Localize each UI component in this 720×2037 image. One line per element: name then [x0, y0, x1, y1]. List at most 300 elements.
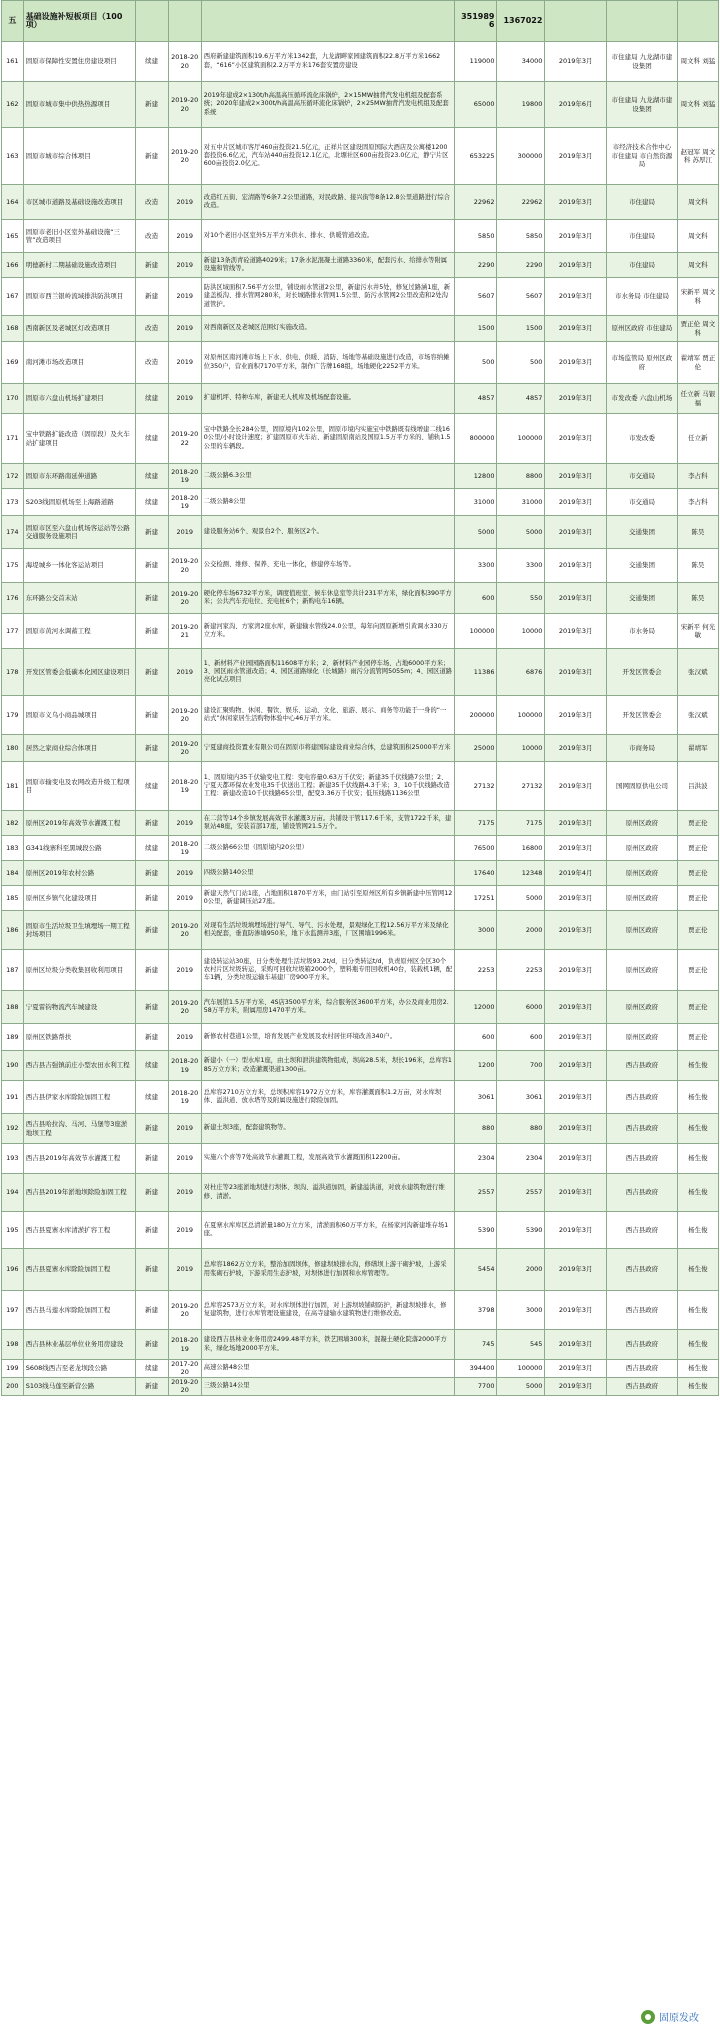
- construction-period: 2019: [168, 649, 201, 696]
- annual-investment: 7175: [497, 811, 545, 836]
- start-date: 2019年3月: [545, 253, 607, 278]
- responsible-unit: 市住建局 九龙湖市建设集团: [607, 82, 678, 128]
- total-investment: 4857: [455, 384, 497, 414]
- annual-investment: 100000: [497, 414, 545, 464]
- responsible-unit: 市水务局 市住建局: [607, 278, 678, 316]
- start-date: 2019年3月: [545, 696, 607, 735]
- annual-investment: 10000: [497, 614, 545, 649]
- row-number: 168: [2, 316, 24, 342]
- row-number: 176: [2, 583, 24, 614]
- responsible-person: 杨生俊: [677, 1291, 718, 1330]
- project-name: 市区城市道路及基础设施改造项目: [23, 185, 135, 220]
- start-date: 2019年3月: [545, 911, 607, 950]
- start-date: 2019年3月: [545, 342, 607, 384]
- start-date: 2019年3月: [545, 583, 607, 614]
- construction-period: 2019: [168, 1024, 201, 1051]
- project-description: 汽车展馆1.5万平方米、4S店3500平方米，综合服务区3600平方米，办公及商业用房2.58万平方米，附属用房1470平方米。: [201, 991, 454, 1024]
- construction-type: 续建: [135, 1081, 168, 1114]
- project-name: 西吉县林业基层单位业务用房建设: [23, 1330, 135, 1360]
- row-number: 200: [2, 1377, 24, 1395]
- responsible-person: 陈昊: [677, 583, 718, 614]
- project-name: 西吉县夏寨水库除险加固工程: [23, 1249, 135, 1291]
- row-number: 198: [2, 1330, 24, 1360]
- project-name: 海堤城乡一体化客运站项目: [23, 549, 135, 583]
- responsible-person: 李占科: [677, 489, 718, 516]
- construction-type: 续建: [135, 414, 168, 464]
- annual-investment: 2000: [497, 911, 545, 950]
- responsible-unit: 西吉县政府: [607, 1360, 678, 1378]
- construction-type: 新建: [135, 614, 168, 649]
- annual-investment: 100000: [497, 1360, 545, 1378]
- row-number: 189: [2, 1024, 24, 1051]
- responsible-unit: 市住建局: [607, 220, 678, 253]
- row-number: 173: [2, 489, 24, 516]
- row-number: 179: [2, 696, 24, 735]
- annual-investment: 3061: [497, 1081, 545, 1114]
- row-number: 194: [2, 1174, 24, 1212]
- responsible-unit: 市水务局: [607, 614, 678, 649]
- project-description: 对原州区南河滩市场上下水、供电、供暖、消防、场地等基础设施进行改造，市场容纳摊位350户，营业面积7170平方米，制作广告牌168组，场地硬化2252平方米。: [201, 342, 454, 384]
- row-number: 195: [2, 1212, 24, 1249]
- table-row: [2, 1114, 719, 1144]
- table-row: [2, 1291, 719, 1330]
- construction-type: 新建: [135, 82, 168, 128]
- row-number: 181: [2, 762, 24, 811]
- row-number: 183: [2, 836, 24, 861]
- responsible-unit: 西吉县政府: [607, 1291, 678, 1330]
- total-investment: 119000: [455, 42, 497, 82]
- project-name: 原州区垃圾分类收集回收利用项目: [23, 950, 135, 991]
- construction-type: 新建: [135, 549, 168, 583]
- responsible-person: 任立新: [677, 414, 718, 464]
- construction-type: 续建: [135, 1360, 168, 1378]
- annual-investment: 16800: [497, 836, 545, 861]
- construction-type: 新建: [135, 1212, 168, 1249]
- row-number: 190: [2, 1051, 24, 1081]
- project-name: 原州区乡镇气化建设项目: [23, 886, 135, 911]
- row-number: 197: [2, 1291, 24, 1330]
- start-date: 2019年3月: [545, 384, 607, 414]
- total-investment: 1500: [455, 316, 497, 342]
- start-date: 2019年3月: [545, 836, 607, 861]
- row-number: 166: [2, 253, 24, 278]
- row-number: 171: [2, 414, 24, 464]
- construction-period: 2019: [168, 384, 201, 414]
- project-name: 宝中铁路扩能改造（固原段）及火车站扩建项目: [23, 414, 135, 464]
- table-row: [2, 185, 719, 220]
- annual-investment: 545: [497, 1330, 545, 1360]
- project-name: S203线固原机场至上海路道路: [23, 489, 135, 516]
- responsible-unit: 国网固原供电公司: [607, 762, 678, 811]
- annual-investment: 880: [497, 1114, 545, 1144]
- responsible-unit: 交通集团: [607, 549, 678, 583]
- start-date: 2019年3月: [545, 1377, 607, 1395]
- total-investment: 2290: [455, 253, 497, 278]
- table-row: [2, 583, 719, 614]
- responsible-unit: 市住建局 九龙湖市建设集团: [607, 42, 678, 82]
- project-description: 西府新建建筑面积19.6万平方米1342套，九龙湖畔家园建筑面积22.8万平方米1662套，“616”小区建筑面积2.2万平方米176套安置房建设: [201, 42, 454, 82]
- annual-investment: 100000: [497, 696, 545, 735]
- construction-period: 2019-2022: [168, 414, 201, 464]
- start-date: 2019年3月: [545, 42, 607, 82]
- project-description: 扩建机坪、特种车库，新建无人机库及机场配套设施。: [201, 384, 454, 414]
- construction-period: 2019-2020: [168, 696, 201, 735]
- construction-period: 2019: [168, 950, 201, 991]
- project-description: 新建13条沥青砼道路4029米；17条水泥混凝土道路3360米，配套污水、给排水等附属设施和管线等。: [201, 253, 454, 278]
- construction-type: 新建: [135, 516, 168, 549]
- total-investment: 500: [455, 342, 497, 384]
- table-row: [2, 82, 719, 128]
- responsible-person: 赵冠军 周文科 苏厚江: [677, 128, 718, 185]
- project-description: 防洪区域面积7.56平方公里，铺设雨水管道2公里，新建污水井5处，修复过路涵1座，新建盖板沟、排水管网280米，对长城路排水管网1.5公里、防污水管网2公里改造和2处沟道管护。: [201, 278, 454, 316]
- annual-investment: 12348: [497, 861, 545, 886]
- construction-type: 改造: [135, 185, 168, 220]
- construction-period: 2018-2019: [168, 1081, 201, 1114]
- responsible-unit: 原州区政府: [607, 886, 678, 911]
- construction-period: 2019: [168, 316, 201, 342]
- responsible-unit: 市发改委: [607, 414, 678, 464]
- total-investment: 745: [455, 1330, 497, 1360]
- construction-period: 2017-2020: [168, 1360, 201, 1378]
- start-date: 2019年3月: [545, 886, 607, 911]
- annual-investment: 550: [497, 583, 545, 614]
- project-name: 固原市区至六盘山机场客运站等公路交通服务设施项目: [23, 516, 135, 549]
- construction-type: 新建: [135, 1114, 168, 1144]
- annual-investment: 2000: [497, 1249, 545, 1291]
- row-number: 193: [2, 1144, 24, 1174]
- construction-period: 2019: [168, 886, 201, 911]
- responsible-unit: 西吉县政府: [607, 1212, 678, 1249]
- project-name: 西吉县伊家水库除险加固工程: [23, 1081, 135, 1114]
- construction-period: 2019: [168, 1174, 201, 1212]
- start-date: 2019年3月: [545, 128, 607, 185]
- responsible-person: 贾正伦: [677, 911, 718, 950]
- total-investment: 2304: [455, 1144, 497, 1174]
- responsible-unit: 西吉县政府: [607, 1051, 678, 1081]
- responsible-person: 杨生俊: [677, 1377, 718, 1395]
- construction-period: 2019: [168, 1249, 201, 1291]
- construction-period: 2019: [168, 1114, 201, 1144]
- table-row: [2, 253, 719, 278]
- row-number: 172: [2, 464, 24, 489]
- total-investment: 200000: [455, 696, 497, 735]
- project-name: 固原市义乌小商品城项目: [23, 696, 135, 735]
- responsible-unit: 市交通局: [607, 464, 678, 489]
- total-investment: 27132: [455, 762, 497, 811]
- table-row: [2, 1144, 719, 1174]
- project-name: 西吉县2019年淤地坝除险加固工程: [23, 1174, 135, 1212]
- annual-investment: 5850: [497, 220, 545, 253]
- construction-period: 2018-2019: [168, 836, 201, 861]
- row-number: 170: [2, 384, 24, 414]
- start-date: 2019年3月: [545, 516, 607, 549]
- responsible-unit: 原州区政府: [607, 950, 678, 991]
- responsible-unit: 交通集团: [607, 516, 678, 549]
- responsible-unit: 市经济技术合作中心 市住建局 市自然资源局: [607, 128, 678, 185]
- project-description: 1、固原境内35千伏输变电工程：变电容量0.63万千伏安；新建35千伏线路7公里；2、宁夏天都环保农业发电35千伏送出工程；新建35千伏线路4.3千米；3、10千伏线路改造工程：新建改造10千伏线路65公里，配变3.36万千伏安；低压线路1136公里: [201, 762, 454, 811]
- project-description: 宝中铁路全长284公里，固原境内102公里，固原市境内实施宝中铁路既有线增建二线160公里/小时设计速度；扩建固原市火车站、新建固原南站及国原1.5万平方米的、铺轨1.5公里的车辆段。: [201, 414, 454, 464]
- row-number: 187: [2, 950, 24, 991]
- row-number: 188: [2, 991, 24, 1024]
- construction-period: 2019-2020: [168, 1377, 201, 1395]
- total-investment: 1200: [455, 1051, 497, 1081]
- responsible-person: 翟靖军: [677, 735, 718, 762]
- start-date: 2019年3月: [545, 414, 607, 464]
- project-name: 西吉县马莲水库除险加固工程: [23, 1291, 135, 1330]
- project-name: 固原市输变电及农网改造升级工程项目: [23, 762, 135, 811]
- table-row: [2, 886, 719, 911]
- project-description: 对10个老旧小区室外5万平方米供水、排水、供暖管道改造。: [201, 220, 454, 253]
- construction-period: 2019-2020: [168, 735, 201, 762]
- project-name: 原州区铁路帮扶: [23, 1024, 135, 1051]
- total-investment: 3300: [455, 549, 497, 583]
- construction-type: 新建: [135, 1249, 168, 1291]
- construction-type: 新建: [135, 1291, 168, 1330]
- project-description: 改造红五街、宏清路等6条7.2公里道路，对民政路、接兴街等8条12.8公里道路进行综合改造。: [201, 185, 454, 220]
- construction-type: 新建: [135, 886, 168, 911]
- annual-investment: 300000: [497, 128, 545, 185]
- responsible-person: 杨生俊: [677, 1360, 718, 1378]
- responsible-person: 贾正伦: [677, 950, 718, 991]
- responsible-person: 杨生俊: [677, 1144, 718, 1174]
- project-description: 在二营等14个乡镇发展高效节水灌溉3万亩。共铺设干管117.6千米，支管1722千米，建泵站48座，安装首部17座，铺设管网21.5万个。: [201, 811, 454, 836]
- table-row: [2, 861, 719, 886]
- project-description: 硬化停车场6732平方米，调度值班室、候车休息室等共计231平方米，绿化面积390平方米；公共汽车充电位、充电桩6个；新购电车16辆。: [201, 583, 454, 614]
- annual-investment: 5000: [497, 886, 545, 911]
- annual-investment: 31000: [497, 489, 545, 516]
- wechat-logo-icon: [641, 2010, 655, 2024]
- annual-investment: 5390: [497, 1212, 545, 1249]
- construction-type: 新建: [135, 861, 168, 886]
- responsible-person: 贾正伦: [677, 811, 718, 836]
- total-investment: 800000: [455, 414, 497, 464]
- row-number: 177: [2, 614, 24, 649]
- start-date: 2019年3月: [545, 991, 607, 1024]
- project-description: 建设西吉县林业业务用房2499.48平方米，铁艺围墙300米，混凝土硬化院落2000平方米，绿化场地2000平方米。: [201, 1330, 454, 1360]
- construction-period: 2019: [168, 253, 201, 278]
- annual-investment: 500: [497, 342, 545, 384]
- table-row: [2, 811, 719, 836]
- total-investment: 3000: [455, 911, 497, 950]
- table-row: [2, 950, 719, 991]
- row-number: 199: [2, 1360, 24, 1378]
- annual-investment: 6876: [497, 649, 545, 696]
- project-description: 建设服务站6个、观景台2个、服务区2个。: [201, 516, 454, 549]
- total-investment: 100000: [455, 614, 497, 649]
- row-number: 163: [2, 128, 24, 185]
- total-investment: 2557: [455, 1174, 497, 1212]
- start-date: 2019年3月: [545, 1212, 607, 1249]
- responsible-unit: 市发改委 六盘山机场: [607, 384, 678, 414]
- construction-period: 2019-2020: [168, 82, 201, 128]
- responsible-person: 杨生俊: [677, 1051, 718, 1081]
- total-investment: 17251: [455, 886, 497, 911]
- project-name: 固原市城市集中供热热源项目: [23, 82, 135, 128]
- responsible-person: 贾正伦 周文科: [677, 316, 718, 342]
- total-investment: 5390: [455, 1212, 497, 1249]
- responsible-unit: 市商务局: [607, 735, 678, 762]
- construction-period: 2019: [168, 278, 201, 316]
- total-investment: 17640: [455, 861, 497, 886]
- table-row: [2, 549, 719, 583]
- row-number: 164: [2, 185, 24, 220]
- project-name: 西吉县吉强镇前庄小型农田水利工程: [23, 1051, 135, 1081]
- responsible-person: 杨生俊: [677, 1330, 718, 1360]
- project-description: 总库容1862万立方米，整治加固坝体，修建坝坡排水沟，修缮坝上游干砌护坡，上游采用浆砌石护坡，下游采用生态护坡，对坝体进行加固和水库管理等。: [201, 1249, 454, 1291]
- construction-period: 2019-2020: [168, 911, 201, 950]
- start-date: 2019年3月: [545, 762, 607, 811]
- project-description: 三级公路14公里: [201, 1377, 454, 1395]
- row-number: 191: [2, 1081, 24, 1114]
- table-row: [2, 1051, 719, 1081]
- total-investment: 5850: [455, 220, 497, 253]
- table-row: [2, 614, 719, 649]
- construction-type: 续建: [135, 1051, 168, 1081]
- project-name: 固原市老旧小区室外基础设施“三管”改造项目: [23, 220, 135, 253]
- table-row: [2, 489, 719, 516]
- responsible-person: 翟靖军 贾正伦: [677, 342, 718, 384]
- construction-period: 2019: [168, 342, 201, 384]
- construction-type: 新建: [135, 649, 168, 696]
- responsible-person: 周文科 刘猛: [677, 82, 718, 128]
- construction-period: 2018-2019: [168, 464, 201, 489]
- construction-type: 新建: [135, 811, 168, 836]
- row-number: 182: [2, 811, 24, 836]
- project-description: 在夏寨水库库区总清淤量180万立方米，清淤面积60万平方米，在杨家河沟新建堆存场1座。: [201, 1212, 454, 1249]
- project-name: 固原市生活垃圾卫生填埋场一期工程封场项目: [23, 911, 135, 950]
- construction-type: 新建: [135, 583, 168, 614]
- responsible-person: 周文科: [677, 185, 718, 220]
- construction-period: 2019-2020: [168, 991, 201, 1024]
- construction-period: 2019: [168, 1212, 201, 1249]
- total-investment: 5454: [455, 1249, 497, 1291]
- project-description: 四级公路140公里: [201, 861, 454, 886]
- project-name: 固原市东环路南延伸道路: [23, 464, 135, 489]
- responsible-unit: 交通集团: [607, 583, 678, 614]
- construction-type: 续建: [135, 762, 168, 811]
- table-row: [2, 278, 719, 316]
- construction-period: 2019: [168, 811, 201, 836]
- project-description: 对西南新区及老城区范围灯实施改造。: [201, 316, 454, 342]
- responsible-unit: 西吉县政府: [607, 1144, 678, 1174]
- start-date: 2019年3月: [545, 1360, 607, 1378]
- responsible-person: 贾正伦: [677, 836, 718, 861]
- project-description: 对杜庄等23座淤地坝进行坝体、坝沟、溢洪道加固，新建溢洪道，对放水建筑物进行维修、清淤。: [201, 1174, 454, 1212]
- construction-period: 2018-2020: [168, 42, 201, 82]
- project-name: 固原市黄河水调蓄工程: [23, 614, 135, 649]
- section-title: 基础设施补短板项目（100项）: [23, 1, 135, 42]
- project-name: 西南新区及老城区灯改造项目: [23, 316, 135, 342]
- responsible-unit: 开发区管委会: [607, 649, 678, 696]
- table-row: [2, 1360, 719, 1378]
- start-date: 2019年3月: [545, 1024, 607, 1051]
- responsible-person: 杨生俊: [677, 1081, 718, 1114]
- table-row: [2, 649, 719, 696]
- row-number: 174: [2, 516, 24, 549]
- total-investment: 394400: [455, 1360, 497, 1378]
- project-description: 二级公路66公里（固原境内20公里）: [201, 836, 454, 861]
- construction-period: 2019: [168, 185, 201, 220]
- annual-investment: 34000: [497, 42, 545, 82]
- table-row: [2, 384, 719, 414]
- watermark: [638, 2008, 702, 2025]
- total-investment: 600: [455, 1024, 497, 1051]
- total-investment: 65000: [455, 82, 497, 128]
- annual-investment: 3300: [497, 549, 545, 583]
- table-row: [2, 1081, 719, 1114]
- total-investment: 3061: [455, 1081, 497, 1114]
- annual-investment: 19800: [497, 82, 545, 128]
- table-row: [2, 220, 719, 253]
- annual-investment: 2557: [497, 1174, 545, 1212]
- project-name: 固原市保障性安置住房建设项目: [23, 42, 135, 82]
- project-description: 总库容2710万立方米，总坝积库容1972万立方米，库容灌溉面积1.2万亩，对水库坝体、溢洪道、放水塔等及附属设施进行除险加固。: [201, 1081, 454, 1114]
- project-name: G341线寨科至黑城段公路: [23, 836, 135, 861]
- construction-type: 新建: [135, 696, 168, 735]
- project-name: 西吉县2019年高效节水灌溉工程: [23, 1144, 135, 1174]
- responsible-unit: 西吉县政府: [607, 1330, 678, 1360]
- start-date: 2019年3月: [545, 1330, 607, 1360]
- project-description: 新建小（一）型水库1座，由土坝和泄洪建筑物组成，坝高28.5米，坝长196米，总库容185万立方米；改造灌溉渠道1300亩。: [201, 1051, 454, 1081]
- construction-period: 2019-2020: [168, 1291, 201, 1330]
- row-number: 167: [2, 278, 24, 316]
- table-row: [2, 836, 719, 861]
- construction-period: 2018-2019: [168, 1051, 201, 1081]
- table-row: [2, 516, 719, 549]
- project-description: 二级公路6.3公里: [201, 464, 454, 489]
- responsible-person: 张汉斌: [677, 649, 718, 696]
- table-row: [2, 735, 719, 762]
- annual-investment: 600: [497, 1024, 545, 1051]
- annual-investment: 2290: [497, 253, 545, 278]
- total-investment: 600: [455, 583, 497, 614]
- table-row: [2, 464, 719, 489]
- construction-type: 新建: [135, 278, 168, 316]
- construction-type: 新建: [135, 1144, 168, 1174]
- responsible-person: 杨生俊: [677, 1114, 718, 1144]
- project-name: 固原市六盘山机场扩建项目: [23, 384, 135, 414]
- responsible-unit: 原州区政府: [607, 861, 678, 886]
- project-name: 宁夏雷钧物流汽车城建设: [23, 991, 135, 1024]
- table-row: [2, 414, 719, 464]
- responsible-unit: 原州区政府: [607, 836, 678, 861]
- total-investment: 7700: [455, 1377, 497, 1395]
- start-date: 2019年3月: [545, 649, 607, 696]
- table-row: [2, 1377, 719, 1395]
- construction-type: 改造: [135, 316, 168, 342]
- section-total-investment: 3519896: [455, 1, 497, 42]
- project-description: 二级公路8公里: [201, 489, 454, 516]
- start-date: 2019年3月: [545, 185, 607, 220]
- start-date: 2019年3月: [545, 220, 607, 253]
- row-number: 165: [2, 220, 24, 253]
- responsible-person: 陈昊: [677, 516, 718, 549]
- project-name: 原州区2019年农村公路: [23, 861, 135, 886]
- start-date: 2019年3月: [545, 316, 607, 342]
- total-investment: 880: [455, 1114, 497, 1144]
- total-investment: 5607: [455, 278, 497, 316]
- construction-type: 新建: [135, 735, 168, 762]
- project-description: 新建土坝3座，配套建筑物等。: [201, 1114, 454, 1144]
- project-name: 明德新村二期基础设施改造项目: [23, 253, 135, 278]
- annual-investment: 4857: [497, 384, 545, 414]
- construction-period: 2019: [168, 516, 201, 549]
- responsible-person: 周文科: [677, 253, 718, 278]
- responsible-person: 周文科 刘猛: [677, 42, 718, 82]
- row-number: 185: [2, 886, 24, 911]
- project-description: 建设转运站30座，日分类处理生活垃圾93.2t/d，日分类转运t/d，负责原州区全区30个农村片区垃圾转运，采购可回收垃圾箱2000个，塑料瓶专用回收机40台，装载机1辆，配车1辆，分类垃圾运输车基建厂房900平方米。: [201, 950, 454, 991]
- total-investment: 3798: [455, 1291, 497, 1330]
